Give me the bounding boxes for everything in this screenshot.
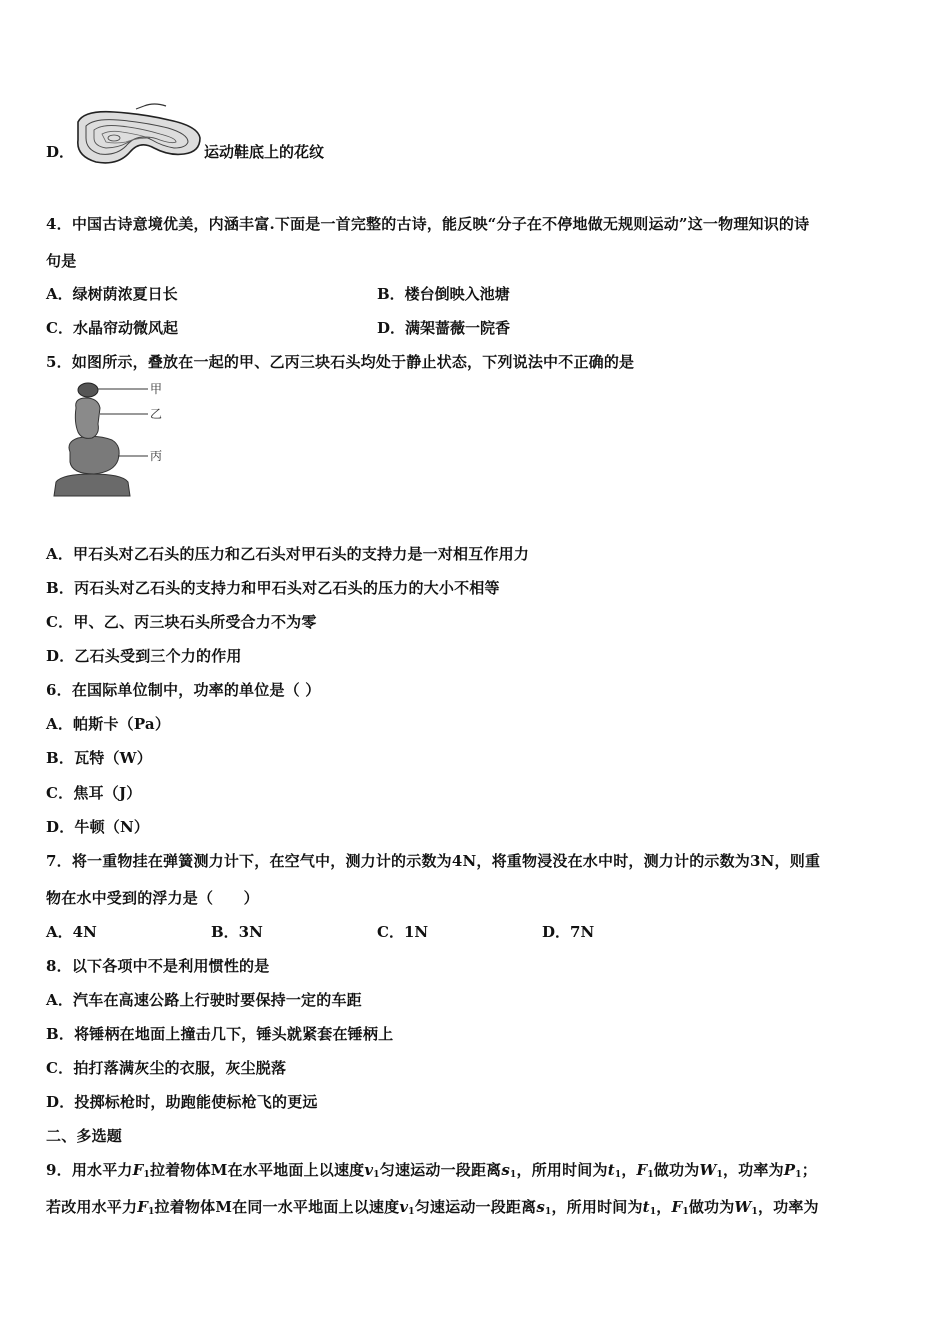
q8-option-b: B．将锤柄在地面上撞击几下，锤头就紧套在锤柄上 — [46, 1025, 394, 1043]
q7-option-c: C．1N — [377, 923, 429, 941]
q4-option-c: C．水晶帘动微风起 — [46, 319, 178, 337]
q6-option-b: B．瓦特（W） — [46, 749, 152, 767]
stacked-stones-figure — [52, 378, 172, 502]
q5-option-c: C．甲、乙、丙三块石头所受合力不为零 — [46, 613, 317, 631]
q4-stem-line2: 句是 — [46, 252, 77, 270]
q7-stem-line1: 7．将一重物挂在弹簧测力计下，在空气中，测力计的示数为4N，将重物浸没在水中时，测力计的示数为3N，则重 — [46, 852, 821, 870]
section-title-multiple-choice: 二、多选题 — [46, 1127, 123, 1145]
q7-option-a: A．4N — [46, 923, 97, 941]
q5-stem: 5．如图所示，叠放在一起的甲、乙丙三块石头均处于静止状态，下列说法中不正确的是 — [46, 353, 635, 371]
q8-stem: 8．以下各项中不是利用惯性的是 — [46, 957, 270, 975]
q6-stem: 6．在国际单位制中，功率的单位是（ ） — [46, 681, 321, 699]
q9-line2: 若改用水平力$F_1$拉着物体M在同一水平地面上以速度$v_1$匀速运动一段距离$s_1$，所用时间为$t_1$，$F_1$做功为$W_1$，功率为 — [46, 1198, 819, 1217]
q8-option-a: A．汽车在高速公路上行驶时要保持一定的车距 — [46, 991, 362, 1009]
q8-option-d: D．投掷标枪时，助跑能使标枪飞的更远 — [46, 1093, 318, 1111]
q7-stem-line2: 物在水中受到的浮力是（ ） — [46, 889, 259, 907]
q5-option-a: A．甲石头对乙石头的压力和乙石头对甲石头的支持力是一对相互作用力 — [46, 545, 530, 563]
q9-line1: 9．用水平力$F_1$拉着物体M在水平地面上以速度$v_1$匀速运动一段距离$s_1$，所用时间为$t_1$，$F_1$做功为$W_1$，功率为$P_1$； — [46, 1161, 817, 1180]
label-bing: 丙 — [150, 449, 163, 463]
q5-option-b: B．丙石头对乙石头的支持力和甲石头对乙石头的压力的大小不相等 — [46, 579, 500, 597]
q4-option-a: A．绿树荫浓夏日长 — [46, 285, 178, 303]
label-yi: 乙 — [150, 407, 163, 421]
q6-option-d: D．牛顿（N） — [46, 818, 150, 836]
q3-option-d-label: D． — [46, 143, 75, 161]
q3-option-d-text: 运动鞋底上的花纹 — [204, 143, 325, 161]
q6-option-c: C．焦耳（J） — [46, 784, 142, 802]
q6-option-a: A．帕斯卡（Pa） — [46, 715, 171, 733]
q4-stem-line1: 4．中国古诗意境优美，内涵丰富.下面是一首完整的古诗，能反映“分子在不停地做无规则运动”这一物理知识的诗 — [46, 215, 810, 233]
q4-option-b: B．楼台倒映入池塘 — [377, 285, 510, 303]
shoe-sole-figure — [74, 100, 204, 170]
q7-option-d: D．7N — [542, 923, 595, 941]
q4-option-d: D．满架蔷薇一院香 — [377, 319, 511, 337]
label-jia: 甲 — [150, 382, 163, 396]
q7-option-b: B．3N — [211, 923, 263, 941]
q5-option-d: D．乙石头受到三个力的作用 — [46, 647, 242, 665]
q8-option-c: C．拍打落满灰尘的衣服，灰尘脱落 — [46, 1059, 287, 1077]
